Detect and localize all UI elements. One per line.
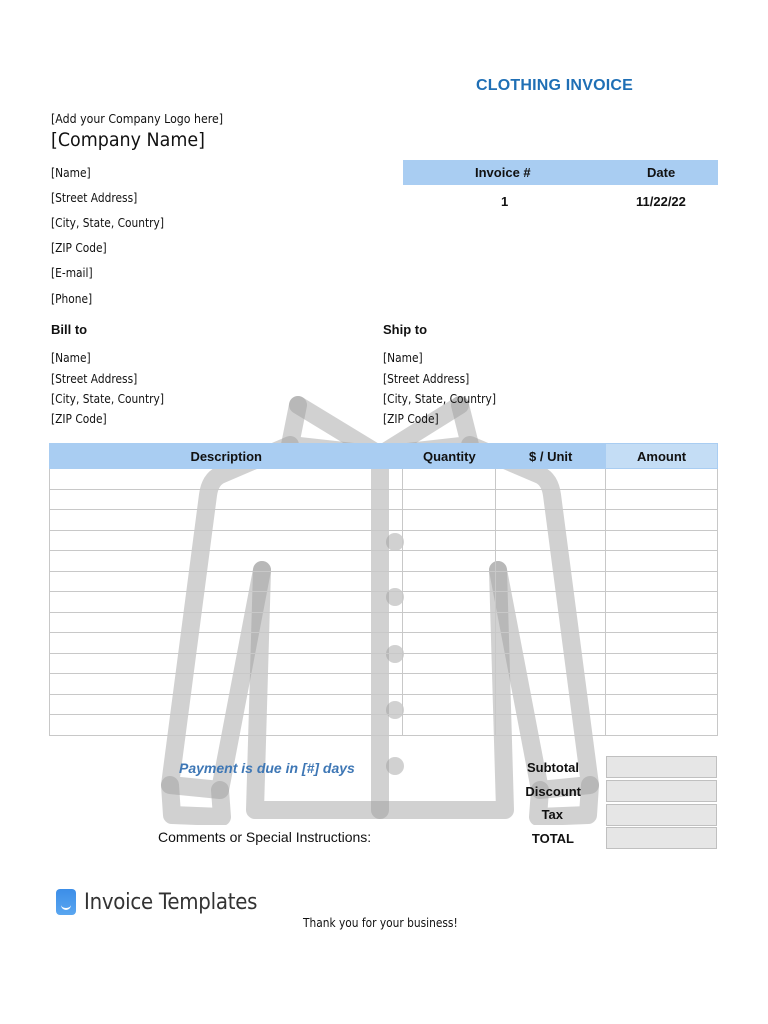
company-name-line: [Name]: [51, 165, 91, 180]
invoice-title: CLOTHING INVOICE: [476, 77, 633, 94]
discount-value-cell[interactable]: [606, 780, 717, 802]
quantity-cell[interactable]: [403, 633, 496, 654]
invoice-templates-logo-icon: [56, 889, 76, 915]
quantity-cell[interactable]: [403, 571, 496, 592]
brand-footer: [56, 889, 276, 915]
unit-price-cell[interactable]: [496, 510, 606, 531]
table-row: [50, 653, 718, 674]
unit-price-cell[interactable]: [496, 694, 606, 715]
table-row: [50, 674, 718, 695]
subtotal-value-cell[interactable]: [606, 756, 717, 778]
description-cell[interactable]: [50, 551, 403, 572]
description-cell[interactable]: [50, 530, 403, 551]
ship-to-label: Ship to: [383, 322, 428, 337]
unit-price-header: $ / Unit: [496, 444, 606, 469]
unit-price-cell[interactable]: [496, 469, 606, 490]
quantity-cell[interactable]: [403, 612, 496, 633]
quantity-cell[interactable]: [403, 653, 496, 674]
line-items-header: [50, 444, 718, 469]
unit-price-cell[interactable]: [496, 530, 606, 551]
quantity-cell[interactable]: [403, 592, 496, 613]
bill-to-name: [Name]: [51, 350, 91, 365]
unit-price-cell[interactable]: [496, 633, 606, 654]
line-items-table: [49, 443, 718, 736]
total-value-cell[interactable]: [606, 827, 717, 849]
quantity-cell[interactable]: [403, 674, 496, 695]
unit-price-cell[interactable]: [496, 551, 606, 572]
description-cell[interactable]: [50, 715, 403, 736]
description-header: Description: [50, 444, 403, 469]
company-street: [Street Address]: [51, 190, 138, 205]
amount-cell[interactable]: [606, 530, 718, 551]
quantity-cell[interactable]: [403, 530, 496, 551]
unit-price-cell[interactable]: [496, 674, 606, 695]
amount-cell[interactable]: [606, 551, 718, 572]
bill-to-city: [City, State, Country]: [51, 391, 164, 406]
table-row: [50, 612, 718, 633]
quantity-cell[interactable]: [403, 551, 496, 572]
unit-price-cell[interactable]: [496, 489, 606, 510]
company-city: [City, State, Country]: [51, 215, 164, 230]
table-row: [50, 592, 718, 613]
table-row: [50, 715, 718, 736]
description-cell[interactable]: [50, 653, 403, 674]
subtotal-label: Subtotal: [527, 760, 579, 775]
amount-cell[interactable]: [606, 612, 718, 633]
table-row: [50, 571, 718, 592]
amount-cell[interactable]: [606, 469, 718, 490]
amount-cell[interactable]: [606, 489, 718, 510]
brand-name: Invoice Templates: [84, 889, 258, 915]
table-row: [50, 530, 718, 551]
description-cell[interactable]: [50, 612, 403, 633]
table-row: [50, 633, 718, 654]
discount-label: Discount: [525, 784, 581, 799]
ship-to-city: [City, State, Country]: [383, 391, 496, 406]
description-cell[interactable]: [50, 694, 403, 715]
description-cell[interactable]: [50, 633, 403, 654]
invoice-date-label: Date: [647, 165, 676, 180]
table-row: [50, 489, 718, 510]
total-label: TOTAL: [531, 831, 574, 846]
description-cell[interactable]: [50, 510, 403, 531]
amount-cell[interactable]: [606, 571, 718, 592]
description-cell[interactable]: [50, 592, 403, 613]
bill-to-street: [Street Address]: [51, 371, 138, 386]
ship-to-zip: [ZIP Code]: [383, 411, 439, 426]
unit-price-cell[interactable]: [496, 715, 606, 736]
company-name: [Company Name]: [51, 129, 205, 151]
quantity-cell[interactable]: [403, 510, 496, 531]
bill-to-label: Bill to: [51, 322, 88, 337]
invoice-number-label: Invoice #: [475, 165, 531, 180]
quantity-header: Quantity: [403, 444, 496, 469]
amount-cell[interactable]: [606, 674, 718, 695]
table-row: [50, 694, 718, 715]
company-zip: [ZIP Code]: [51, 240, 107, 255]
amount-header: Amount: [606, 444, 718, 469]
description-cell[interactable]: [50, 571, 403, 592]
description-cell[interactable]: [50, 489, 403, 510]
ship-to-name: [Name]: [383, 350, 423, 365]
quantity-cell[interactable]: [403, 715, 496, 736]
description-cell[interactable]: [50, 469, 403, 490]
quantity-cell[interactable]: [403, 469, 496, 490]
unit-price-cell[interactable]: [496, 653, 606, 674]
tax-value-cell[interactable]: [606, 804, 717, 826]
company-email: [E-mail]: [51, 265, 93, 280]
table-row: [50, 510, 718, 531]
tax-label: Tax: [541, 807, 563, 822]
thank-you-note: Thank you for your business!: [303, 915, 458, 930]
invoice-header-band: [403, 160, 718, 185]
amount-cell[interactable]: [606, 694, 718, 715]
company-logo-placeholder: [Add your Company Logo here]: [51, 111, 224, 126]
quantity-cell[interactable]: [403, 694, 496, 715]
amount-cell[interactable]: [606, 510, 718, 531]
payment-terms-note: Payment is due in [#] days: [179, 760, 355, 776]
company-phone: [Phone]: [51, 291, 93, 306]
table-row: [50, 551, 718, 572]
amount-cell[interactable]: [606, 653, 718, 674]
quantity-cell[interactable]: [403, 489, 496, 510]
invoice-date[interactable]: 11/22/22: [636, 194, 686, 209]
ship-to-street: [Street Address]: [383, 371, 470, 386]
unit-price-cell[interactable]: [496, 612, 606, 633]
description-cell[interactable]: [50, 674, 403, 695]
bill-to-zip: [ZIP Code]: [51, 411, 107, 426]
comments-label: Comments or Special Instructions:: [158, 829, 372, 845]
invoice-number[interactable]: 1: [501, 194, 509, 209]
unit-price-cell[interactable]: [496, 592, 606, 613]
table-row: [50, 469, 718, 490]
amount-cell[interactable]: [606, 715, 718, 736]
amount-cell[interactable]: [606, 633, 718, 654]
amount-cell[interactable]: [606, 592, 718, 613]
unit-price-cell[interactable]: [496, 571, 606, 592]
